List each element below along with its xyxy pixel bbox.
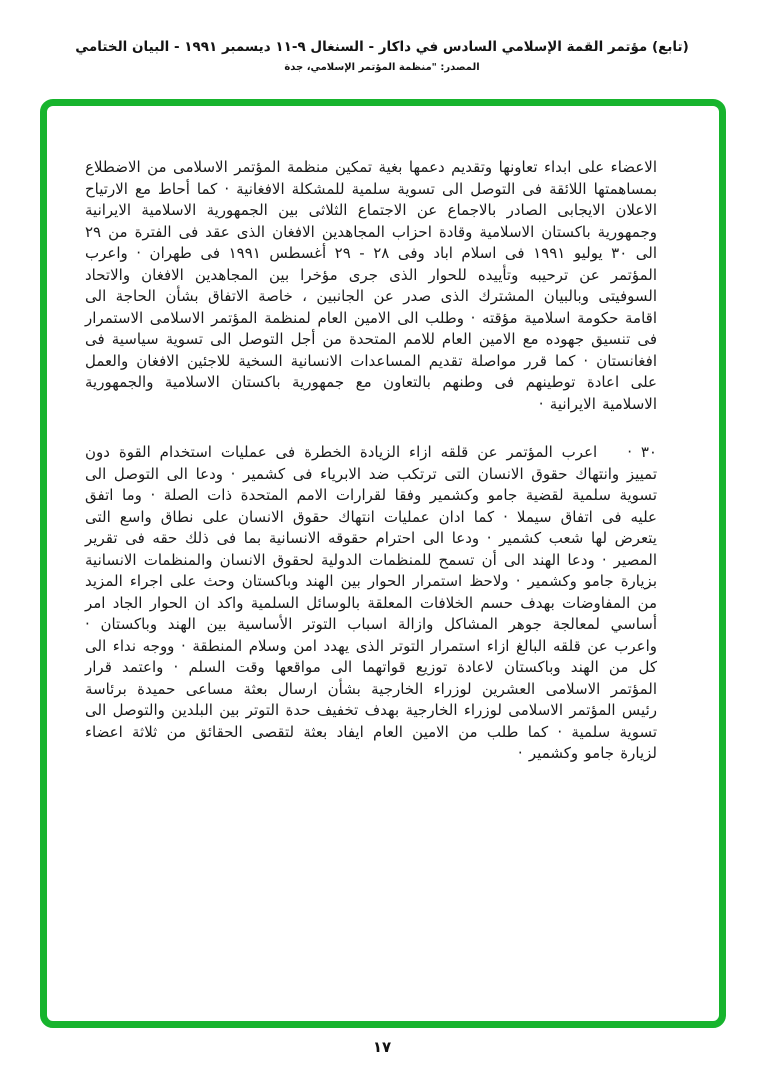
document-header [0, 38, 764, 73]
paragraph-number: ٣٠ · [627, 443, 657, 461]
document-title: (تابع) مؤتمر القمة الإسلامي السادس في داكار - السنغال ٩-١١ ديسمبر ١٩٩١ - البيان الختامي [75, 39, 689, 55]
document-body-text [47, 107, 719, 1021]
paragraph-item-30 [85, 442, 657, 765]
document-source-line: المصدر: "منظمة المؤتمر الإسلامي، جدة [284, 61, 480, 73]
paragraph-continuation: الاعضاء على ابداء تعاونها وتقديم دعمها بغية تمكين منظمة المؤتمر الاسلامى من الاضطلاع بمساهمتها اللائقة فى التوصل الى تسوية سلمية للمشكلة الافغانية · كما أحاط مع الارتياح الاعلان الايجابى الصادر بالاجماع عن الاجتماع الثلاثى بين الجمهورية الاسلامية الايرانية وجمهورية باكستان الاسلامية وقادة احزاب المجاهدين الافغان الذى عقد فى الفترة من ٢٩ الى ٣٠ يوليو ١٩٩١ فى اسلام اباد وفى ٢٨ - ٢٩ أغسطس ١٩٩١ فى طهران · واعرب المؤتمر عن ترحيبه وتأييده للحوار الذى جرى مؤخرا بين المجاهدين الافغان والاتحاد السوفيتى وبالبيان المشترك الذى صدر عن الجانبين ، خاصة الاتفاق بشأن الحاجة الى اقامة حكومة اسلامية مؤقته · وطلب الى الامين العام لمنظمة المؤتمر الاسلامى الاستمرار فى تنسيق جهوده مع الامين العام للامم المتحدة من أجل التوصل الى تسوية سياسية فى افغانستان · كما قرر مواصلة تقديم المساعدات الانسانية السخية للاجئين الافغان والعمل على اعادة توطينهم فى وطنهم بالتعاون مع جمهورية باكستان الاسلامية والجمهورية الاسلامية الايرانية · [85, 158, 658, 413]
page-number: ١٧ [372, 1038, 392, 1056]
paragraph-text: اعرب المؤتمر عن قلقه ازاء الزيادة الخطرة فى عمليات استخدام القوة دون تمييز وانتهاك حقوق الانسان التى ترتكب ضد الابرياء فى كشمير · ودعا الى التوصل الى تسوية سلمية لقضية جامو وكشمير وفقا لقرارات الامم المتحدة ذات الصلة · وما اتفق عليه فى اتفاق سيملا · كما ادان عمليات انتهاك حقوق الانسان على نطاق واسع التى يتعرض لها شعب كشمير · ودعا الى احترام حقوقه الانسانية بما فى ذلك حقه فى تقرير المصير · ودعا الهند الى أن تسمح للمنظمات الدولية لحقوق الانسان والمنظمات الانسانية بزيارة جامو وكشمير · ولاحظ استمرار الحوار بين الهند وباكستان وحث على اجراء المزيد من المفاوضات بهدف حسم الخلافات المعلقة بالوسائل السلمية واكد ان الحوار الجاد امر أساسي لمعالجة جوهر المشاكل وازالة اسباب التوتر الأساسية بين الهند وباكستان · واعرب عن قلقه البالغ ازاء استمرار التوتر الذى يهدد امن وسلام المنطقة · ووجه نداء الى كل من الهند وباكستان لاعادة توزيع قواتهما الى مواقعها وقت السلم · واعتمد قرار المؤتمر الاسلامى العشرين لوزراء الخارجية بشأن ارسال بعثة مساعى حميدة برئاسة رئيس المؤتمر الاسلامى لوزراء الخارجية بهدف تخفيف حدة التوتر بين البلدين والتوصل الى تسوية سلمية · كما طلب من الامين العام ايفاد بعثة لتقصى الحقائق من ثلاثة اعضاء لزيارة جامو وكشمير · [85, 443, 657, 762]
